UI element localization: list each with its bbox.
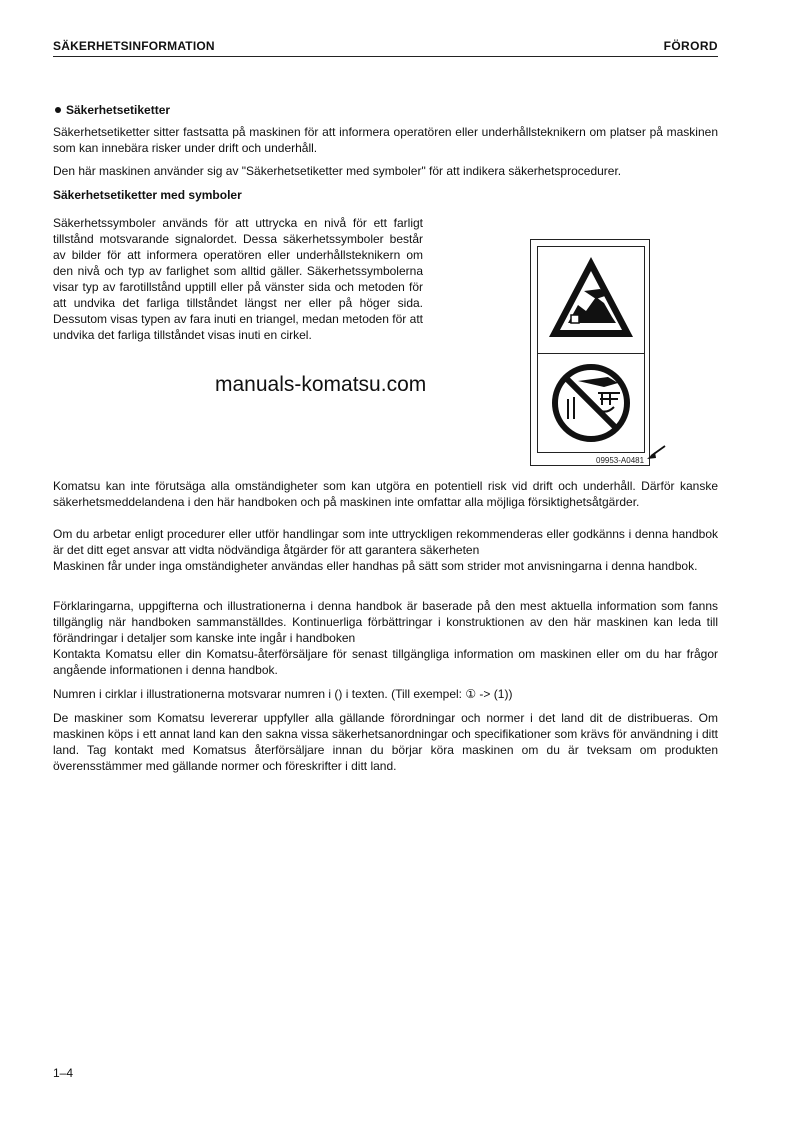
body-paragraph-5: Kontakta Komatsu eller din Komatsu-återförsäljare för senast tillgängliga information om maskinen eller om du har frågor angående informationen i denna handbok. <box>53 647 718 677</box>
figure-code: 09953-A0481 <box>596 456 645 465</box>
safety-label-panel <box>537 246 645 453</box>
body-paragraph-3: Maskinen får under inga omständigheter användas eller handhas på sätt som strider mot anvisningarna i denna handbok. <box>53 559 698 573</box>
intro-paragraph-2: Den här maskinen använder sig av "Säkerhetsetiketter med symboler" för att indikera säkerhetsprocedurer. <box>53 164 622 178</box>
page-number: 1–4 <box>53 1066 74 1080</box>
body-paragraph-7: De maskiner som Komatsu levererar uppfyller alla gällande förordningar och normer i det land dit de distribueras. Om maskinen köps i ett annat land kan den sakna vissa säkerhetsanordningar och specifikationer som krävs för användning i ditt land. Tag kontakt med Komatsus återförsäljare innan du börjar köra maskinen om du är tveksam om produkten överensstämmer med gällande normer och föreskrifter i ditt land. <box>53 711 718 773</box>
subheading: Säkerhetsetiketter med symboler <box>53 188 242 202</box>
body-paragraph-2: Om du arbetar enligt procedurer eller utför handlingar som inte uttryckligen rekommenderas eller godkänns i denna handbok är det ditt eget ansvar att vidta nödvändiga åtgärder för att garantera säkerheten <box>53 527 718 557</box>
bullet-icon <box>55 107 61 113</box>
header-section-title: SÄKERHETSINFORMATION <box>53 39 215 53</box>
arrow-icon <box>645 444 667 462</box>
body-paragraph-4: Förklaringarna, uppgifterna och illustrationerna i denna handbok är baserade på den mest aktuella information som fanns tillgänglig när handboken sammanställdes. Kontinuerliga förbättringar i konstruktionen av den här maskinen kan leda till förändringar i detaljer som kanske inte ingår i handboken <box>53 599 718 645</box>
header-chapter-title: FÖRORD <box>663 39 718 53</box>
safety-label-figure <box>530 239 650 466</box>
watermark-text: manuals-komatsu.com <box>215 373 427 396</box>
label-divider <box>538 353 644 354</box>
body-paragraph-1: Komatsu kan inte förutsäga alla omständigheter som kan utgöra en potentiell risk vid drift och underhåll. Därför kanske säkerhetsmeddelandena i den här handboken och på maskinen inte omfattar alla möjliga försiktighetsåtgärder. <box>53 479 718 509</box>
section-heading: Säkerhetsetiketter <box>66 103 171 117</box>
warning-triangle-icon <box>549 257 633 337</box>
symbols-paragraph: Säkerhetssymboler används för att uttrycka en nivå för ett farligt tillstånd motsvarande signalordet. Dessa säkerhetssymboler består av bilder för att informera operatören eller underhållsteknikern om den nivå och typ av farlighet som alltid gäller. Säkerhetssymbolerna visar typ av farotillstånd upptill eller på vänster sida och metoden för att undvika det farliga tillståndet längst ner eller på höger sida. Dessutom visas typen av fara inuti en triangel, medan metoden för att undvika det farliga tillståndet visas inuti en cirkel. <box>53 216 423 342</box>
intro-paragraph-1: Säkerhetsetiketter sitter fastsatta på maskinen för att informera operatören eller underhållsteknikern om platser på maskinen som kan innebära risker under drift och underhåll. <box>53 125 718 155</box>
page-header <box>53 38 718 57</box>
prohibition-circle-icon <box>555 367 627 439</box>
body-paragraph-6: Numren i cirklar i illustrationerna motsvarar numren i () i texten. (Till exempel: ① -> (1)) <box>53 687 513 701</box>
